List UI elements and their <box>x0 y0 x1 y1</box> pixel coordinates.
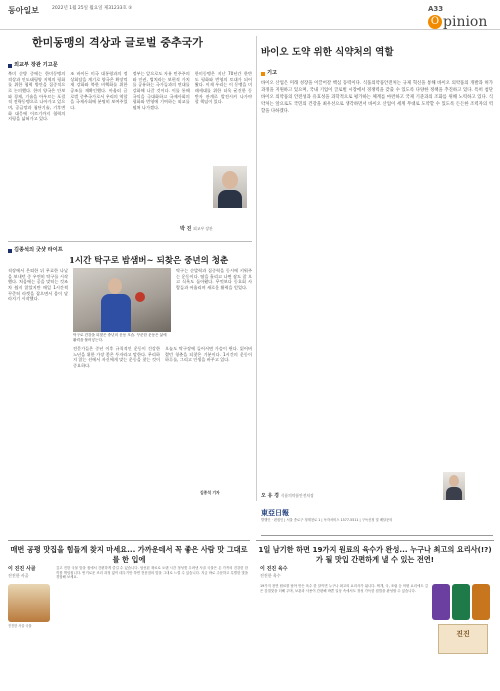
section-title <box>428 13 487 32</box>
article3-body <box>8 268 68 500</box>
player-body <box>101 294 131 332</box>
product-box-label: 진진 <box>456 630 470 638</box>
author2-face <box>449 475 459 487</box>
bullet-square-icon <box>8 249 12 253</box>
article3-byline: 김종석 기자 <box>200 490 220 495</box>
ad1-body: 깊고 진한 국물 맛을 집에서 간편하게 즐길 수 있습니다. 엄선된 재료로 오랜 시간 정성껏 우려낸 사골 국물은 온 가족의 건강한 한 끼를 책임집니다. 번거로운 조리 과정 없이 데우기만 하면 전문점의 맛을 그대로 느낄 수 있습니다. 지금 바로 주문하고 특별한 맛을 경험해 보세요. <box>56 566 248 580</box>
article1-tag <box>8 62 58 69</box>
column-divider <box>256 36 257 501</box>
article1-column: 북미 순방 중에는 한미동맹의 격상과 인도태평양 지역의 평화를 위한 협력 방안을 집중적으로 논의했다. 한미 양국은 안보와 경제, 기술을 아우르는 포괄적 전략동맹으로 나아가고 있으며, 공급망과 첨단기술, 기후변화 대응에 이르기까지 협력의 지평을 넓혀가고 있다. <box>8 71 66 122</box>
ad2-author: 이 진진 육수 <box>260 566 288 572</box>
article3-column: 오늘도 탁구장에 들어서면 가슴이 뛴다. 잃어버렸던 청춘을 되찾은 기분이다. 1시간의 운동이 하루를, 그리고 인생을 바꾸고 있다. <box>165 346 252 363</box>
ad1-photo-caption: 진진한 사골 국물 <box>8 624 32 628</box>
article3-column: 탁구는 순발력과 집중력을 동시에 키워주는 운동이다. 땀을 흘리고 나면 잠도 잘 오고 식욕도 돌아왔다. 무엇보다 동호회 사람들과 어울리며 새로운 활력을 얻었다. <box>176 268 252 291</box>
article1-headline: 한미동맹의 격상과 글로벌 중추국가 <box>32 36 203 49</box>
article3-tag <box>8 247 63 254</box>
donga-info: 발행인 · 편집인 | 서울 종로구 청계천로 1 | 독자서비스 1577-5511 | 구독신청 및 배달문의 <box>261 518 493 536</box>
article2-tag <box>261 70 277 77</box>
article1-column: 정부는 앞으로도 자유 민주주의와 인권, 법치라는 보편적 가치를 공유하는 국가들과의 연대를 강화해 나갈 것이다. 이를 통해 국익을 극대화하고 국제사회의 평화와 번영에 기여하는 외교를 펼쳐 나가겠다. <box>132 71 190 111</box>
article3-headline: 1시간 탁구로 밤샘버~ 되찾은 중년의 청춘 <box>69 256 229 266</box>
author1-face <box>222 171 238 189</box>
section-title-text: pinion <box>443 14 488 30</box>
article2-byline <box>261 493 314 500</box>
ad1-headline: 매번 공평 맛집을 힘들게 찾지 마세요... 가까운데서 꼭 좋은 사람 맛 그대로를 한 입에 <box>10 545 248 564</box>
ad2-headline: 1일 남기한 하면 19가지 원료의 육수가 완성... 누구나 최고의 요리사(!?)가 될 맛입 간편하게 낼 수 있는 전연! <box>258 545 492 564</box>
article1-byline <box>180 226 213 233</box>
bullet-square-icon <box>261 72 265 76</box>
donga-logo: 東亞日報 <box>261 508 289 517</box>
article3-column: 직장에서 은퇴한 뒤 무료한 나날을 보내던 중 우연히 탁구를 시작했다. 처음에는 공을 맞히는 것조차 쉽지 않았지만 매일 1시간씩 꾸준히 라켓을 잡으면서 몸이 달라지기 시작했다. <box>8 268 68 302</box>
ad2-author-sub: 진진한 육수 <box>260 573 281 578</box>
ad2-body: 19가지 천연 원료를 담아 만든 육수 한 알이면 누구나 최고의 요리사가 됩니다. 찌개, 국, 조림 등 어떤 요리에도 깊은 감칠맛을 더해 주며, 보관과 사용이 간편해 바쁜 일상 속에서도 정성 가득한 집밥을 완성할 수 있습니다. <box>260 584 428 593</box>
page-number: A33 <box>428 5 444 13</box>
article1-column: 조 바이든 미국 대통령과의 정상회담을 계기로 양국은 확장억제 강화와 북한 비핵화를 위한 공조를 재확인했다. 아울러 글로벌 중추국가로서 우리의 역할을 국제사회에 분명히 보여주었다. <box>70 71 128 111</box>
author2-photo <box>443 472 465 500</box>
product-jar-3 <box>472 584 490 620</box>
article2-headline: 바이오 도약 위한 식약처의 역할 <box>261 47 394 58</box>
article1-column: 한미동맹은 지난 70년간 한반도 평화와 번영의 토대가 되어 왔다. 이제 우리는 이 동맹을 미래세대를 위한 더욱 굳건한 동반자 관계로 발전시켜 나가야 할 책임이 있다. <box>194 71 252 105</box>
paddle-icon <box>135 292 145 302</box>
masthead <box>0 0 500 30</box>
ad1-author: 이 진진 사골 <box>8 566 36 572</box>
article3-body <box>73 346 252 500</box>
photo-caption: 탁구로 건강을 되찾은 중년의 운동 모습. 꾸준한 운동은 삶에 활력을 불어넣는다. <box>73 333 167 342</box>
article3-photo <box>73 268 171 332</box>
player-face <box>108 278 122 294</box>
byline-title: 식품의약품안전처장 <box>280 493 314 498</box>
article3-body <box>176 268 252 344</box>
ad1-photo <box>8 584 50 622</box>
author1-photo <box>213 166 247 208</box>
ad1-author-sub: 진진한 사골 <box>8 573 29 578</box>
byline-title: 외교부 장관 <box>193 226 213 231</box>
newspaper-logo: 동아일보 <box>8 5 39 15</box>
article2-tag-label: 기고 <box>267 70 278 76</box>
opinion-o-icon: O <box>428 15 442 29</box>
section-divider <box>8 241 252 242</box>
article2-body <box>261 80 493 500</box>
byline-name: 오 유 경 <box>261 493 279 499</box>
article1-tag-label: 외교부 장관 기고문 <box>14 62 58 68</box>
article2-column: 바이오 산업은 미래 성장을 이끌어갈 핵심 동력이다. 식품의약품안전처는 규제 혁신을 통해 바이오 의약품의 개발과 허가 과정을 지원하고 있으며, 국내 기업이 글로벌 시장에서 경쟁력을 갖출 수 있도록 다양한 정책을 추진하고 있다. 특히 첨단 바이오 의약품의 안전성과 유효성을 과학적으로 평가하는 체계를 마련하고 국제 기준과의 조화를 위해 노력하고 있다. 식약처는 앞으로도 국민의 건강을 최우선으로 생각하면서 바이오 산업이 세계 무대로 도약할 수 있도록 든든한 조력자의 역할을 다하겠다. <box>261 81 493 115</box>
issue-date: 2022년 1월 25일 월요일 제31233호 ⑤ <box>52 6 133 11</box>
product-jar-2 <box>452 584 470 620</box>
byline-name: 박 진 <box>180 226 192 232</box>
article1-body <box>8 71 252 236</box>
product-jar-1 <box>432 584 450 620</box>
article3-column: 전문가들은 중년 이후 규칙적인 운동이 건강한 노년을 위한 가장 좋은 투자라고 말한다. 무리하지 않는 선에서 자신에게 맞는 운동을 찾는 것이 중요하다. <box>73 346 160 369</box>
bullet-square-icon <box>8 64 12 68</box>
article3-tag-label: 김종석의 굿샷 라이프 <box>14 247 63 253</box>
